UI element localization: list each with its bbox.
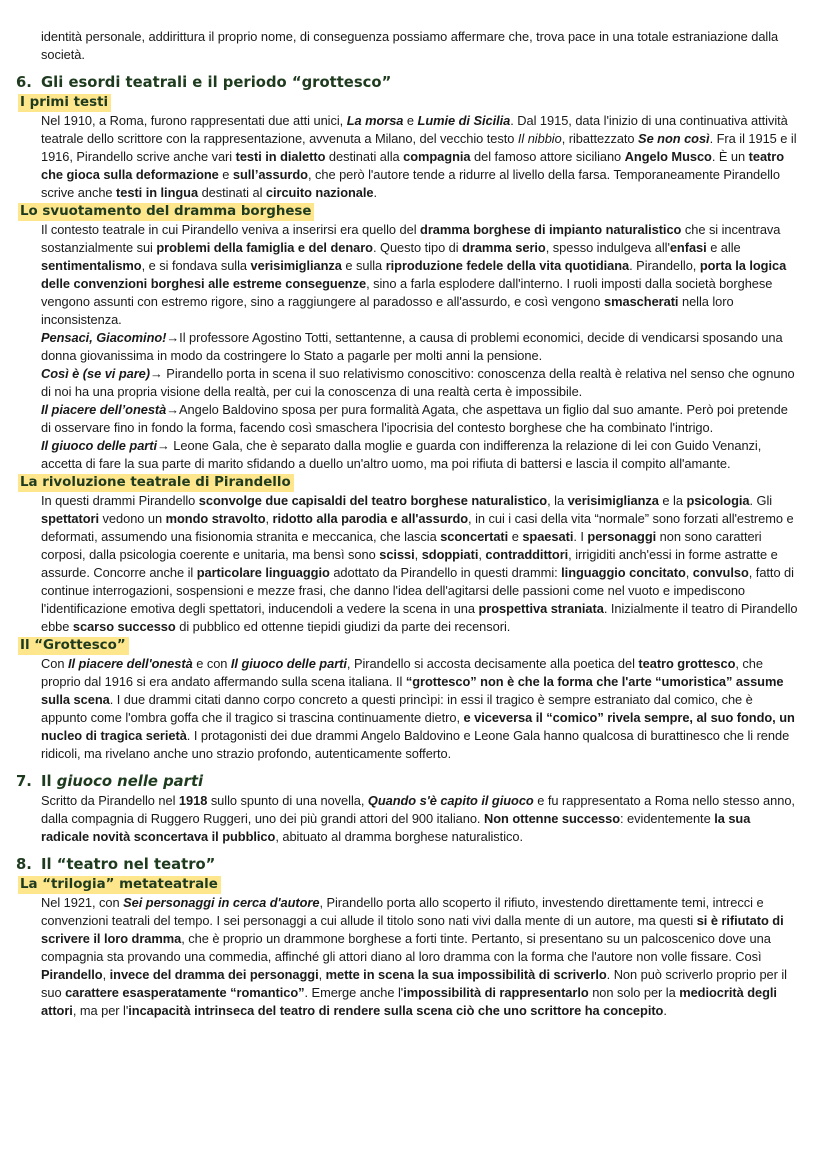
subheading-rivoluzione: La rivoluzione teatrale di Pirandello xyxy=(18,474,294,492)
paragraph-giuoco-parti: Scritto da Pirandello nel 1918 sullo spunto di una novella, Quando s'è capito il giuoco e fu rappresentato a Roma nello stesso anno, dalla compagnia di Ruggero Ruggeri, uno dei più grandi attori del 900 italiano. Non ottenne successo: evidentemente la sua radicale novità sconcertava il pubblico, abituato al dramma borghese naturalistico. xyxy=(41,793,795,844)
paragraph-rivoluzione: In questi drammi Pirandello sconvolge due capisaldi del teatro borghese naturalistico, la verisimiglianza e la psicologia. Gli spettatori vedono un mondo stravolto, ridotto alla parodia e all'assurdo, in cui i casi della vita “normale” sono forzati all'estremo e deformati, assumendo una fisionomia stranita e meccanica, che lascia sconcertati e spaesati. I personaggi non sono caratteri corposi, dalla psicologia coerente e unitaria, ma bensì sono scissi, sdoppiati, contraddittori, irrigiditi anch'essi in forme astratte e assurde. Concorre anche il particolare linguaggio adottato da Pirandello in questi drammi: linguaggio concitato, convulso, fatto di continue interrogazioni, sospensioni e mezze frasi, che danno l'idea dell'agitarsi delle passioni come nel vuoto e impediscono l'identificazione emotiva degli spettatori, inducendoli a vedere la scena in una prospettiva straniata. Inizialmente il teatro di Pirandello ebbe scarso successo di pubblico ed ottenne tiepidi giudizi da parte dei recensori. xyxy=(41,493,798,634)
paragraph-primi-testi: Nel 1910, a Roma, furono rappresentati due atti unici, La morsa e Lumie di Sicilia. Dal 1915, data l'inizio di una continuativa attività teatrale dello scrittore con la rappresentazione, avvenuta a Milano, del vecchio testo Il nibbio, ribattezzato Se non così. Fra il 1915 e il 1916, Pirandello scrive anche vari testi in dialetto destinati alla compagnia del famoso attore siciliano Angelo Musco. È un teatro che gioca sulla deformazione e sull’assurdo, che però l'autore tende a ridurre al livello della farsa. Temporaneamente Pirandello scrive anche testi in lingua destinati al circuito nazionale. xyxy=(41,113,797,200)
paragraph-cosi-e: Così è (se vi pare)→ Pirandello porta in scena il suo relativismo conoscitivo: conoscenza della realtà è relativa nel senso che ognuno di noi ha una propria visione della realtà, per cui la conoscenza di una realtà certa è impossibile. xyxy=(41,366,795,399)
section-8-heading: 8. Il “teatro nel teatro” xyxy=(16,856,216,873)
paragraph-svuotamento: Il contesto teatrale in cui Pirandello veniva a inserirsi era quello del dramma borghese di impianto naturalistico che si incentrava sostanzialmente sui problemi della famiglia e del denaro. Questo tipo di dramma serio, spesso indulgeva all'enfasi e alle sentimentalismo, e si fondava sulla verisimiglianza e sulla riproduzione fedele della vita quotidiana. Pirandello, porta la logica delle convenzioni borghesi alle estreme conseguenze, sino a farla esplodere dall'interno. I ruoli imposti dalla società borghese vengono assunti con estremo rigore, sino a raggiungere al paradosso e all'assurdo, e così vengono smascherati nella loro inconsistenza. xyxy=(41,222,787,327)
paragraph-giacomino: Pensaci, Giacomino!→Il professore Agostino Totti, settantenne, a causa di problemi economici, decide di vendicarsi sposando una donna giovanissima in modo da costringere lo Stato a pagarle per molti anni la pensione. xyxy=(41,330,783,363)
subheading-grottesco: Il “Grottesco” xyxy=(18,637,129,655)
paragraph-trilogia: Nel 1921, con Sei personaggi in cerca d'autore, Pirandello porta allo scoperto il rifiuto, investendo direttamente temi, intrecci e convenzioni teatrali del tempo. I sei personaggi a cui allude il titolo sono nati vivi dalla mente di un autore, ma questi si è rifiutato di scrivere il loro dramma, che è proprio un drammone borghese a forti tinte. Pertanto, si presentano su un palcoscenico dove una compagnia sta provando una commedia, affinché gli attori diano al loro dramma con la forma che l'autore non volle fissare. Così Pirandello, invece del dramma dei personaggi, mette in scena la sua impossibilità di scriverlo. Non può scriverlo proprio per il suo carattere esasperatamente “romantico”. Emerge anche l'impossibilità di rappresentarlo non solo per la mediocrità degli attori, ma per l'incapacità intrinseca del teatro di rendere sulla scena ciò che uno scrittore ha concepito. xyxy=(41,895,787,1018)
subheading-trilogia: La “trilogia” metateatrale xyxy=(18,876,221,894)
paragraph-giuoco: Il giuoco delle parti→ Leone Gala, che è separato dalla moglie e guarda con indifferenza la relazione di lei con Guido Venanzi, accetta di fare la sua parte di marito sfidando a duello un'altro uomo, ma poi rifiuta di battersi e lascia il compito all'amante. xyxy=(41,438,762,471)
subheading-svuotamento: Lo svuotamento del dramma borghese xyxy=(18,203,314,221)
paragraph-piacere: Il piacere dell’onestà→Angelo Baldovino sposa per pura formalità Agata, che aspettava un figlio dal suo amante. Però poi pretende di osservare fino in fondo la forma, facendo così smaschera l'ipocrisia del contesto borghese che ha combinato l'intrigo. xyxy=(41,402,788,435)
section-6-heading: 6. Gli esordi teatrali e il periodo “grottesco” xyxy=(16,74,392,91)
intro-paragraph: identità personale, addirittura il proprio nome, di conseguenza possiamo affermare che, trova pace in una totale estraniazione dalla società. xyxy=(41,29,779,62)
subheading-primi-testi: I primi testi xyxy=(18,94,111,112)
paragraph-grottesco: Con Il piacere dell'onestà e con Il giuoco delle parti, Pirandello si accosta decisamente alla poetica del teatro grottesco, che proprio dal 1916 si era andato affermando sulla scena italiana. Il “grottesco” non è che la forma che l'arte “umoristica” assume sulla scena. I due drammi citati danno corpo concreto a questi princìpi: in essi il tragico è sempre estraniato dal comico, che è appunto come l'ombra goffa che il tragico si trascina continuamente dietro, e viceversa il “comico” rivela sempre, al suo fondo, un nucleo di tragica serietà. I protagonisti dei due drammi Angelo Baldovino e Leone Gala hanno qualcosa di burattinesco che li rende ridicoli, ma rivelano anche uno strazio profondo, autenticamente sofferto. xyxy=(41,656,795,761)
section-7-heading: 7. Il giuoco nelle parti xyxy=(16,773,204,790)
